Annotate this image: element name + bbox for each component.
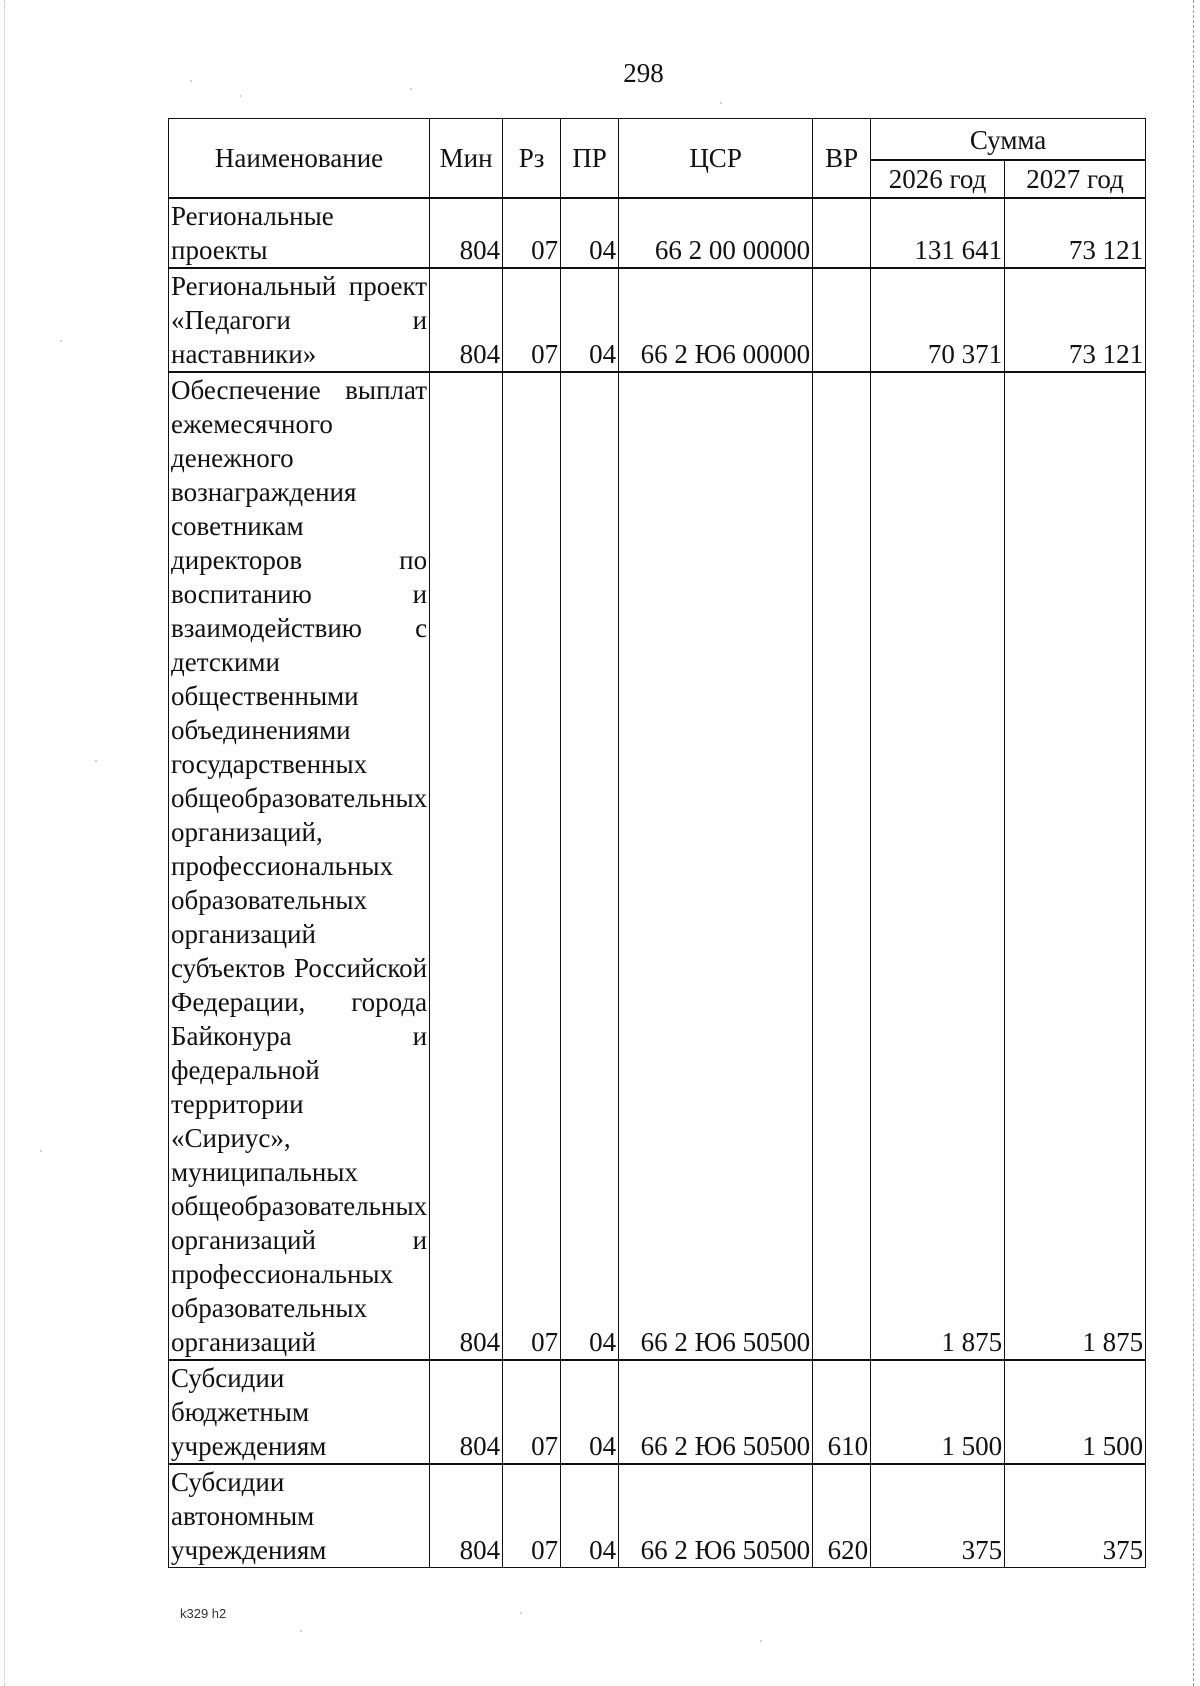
table-row bbox=[169, 372, 1146, 1360]
header-min: Мин bbox=[430, 119, 503, 199]
scan-edge-right bbox=[1193, 0, 1194, 1686]
row-csr: 66 2 00 00000 bbox=[619, 198, 813, 268]
row-amount-2026: 131 641 bbox=[871, 198, 1005, 268]
row-min: 804 bbox=[430, 1464, 503, 1568]
table-row bbox=[169, 268, 1146, 372]
scan-speckle bbox=[95, 760, 97, 762]
row-csr: 66 2 Ю6 50500 bbox=[619, 1360, 813, 1464]
row-amount-2027: 73 121 bbox=[1005, 198, 1146, 268]
table-body bbox=[169, 198, 1146, 1568]
header-sum: Сумма bbox=[871, 119, 1146, 161]
row-vr: 610 bbox=[813, 1360, 871, 1464]
row-name: Субсидии автономным учреждениям bbox=[169, 1464, 430, 1568]
scan-speckle bbox=[40, 1150, 42, 1152]
table-row bbox=[169, 1360, 1146, 1464]
scan-speckle bbox=[190, 80, 192, 82]
row-amount-2026: 70 371 bbox=[871, 268, 1005, 372]
footer-code: k329 h2 bbox=[180, 1606, 227, 1621]
row-min: 804 bbox=[430, 372, 503, 1360]
header-year-2026: 2026 год bbox=[871, 160, 1005, 198]
row-name: Обеспечение выплат ежемесячного денежного вознаграждения советникам директоров по воспитанию и взаимодействию с детскими общественными объединениями государственных общеобразовательных организаций, профессиональных образовательных организаций субъектов Российской Федерации, города Байконура и федеральной территории «Сириус», муниципальных общеобразовательных организаций и профессиональных образовательных организаций bbox=[169, 372, 430, 1360]
table-row bbox=[169, 1464, 1146, 1568]
scan-speckle bbox=[60, 340, 62, 342]
row-amount-2026: 1 875 bbox=[871, 372, 1005, 1360]
row-vr bbox=[813, 198, 871, 268]
table-row bbox=[169, 198, 1146, 268]
row-rz: 07 bbox=[503, 1464, 561, 1568]
header-pr: ПР bbox=[561, 119, 619, 199]
row-vr bbox=[813, 268, 871, 372]
row-rz: 07 bbox=[503, 268, 561, 372]
row-name: Региональные проекты bbox=[169, 198, 430, 268]
row-amount-2027: 375 bbox=[1005, 1464, 1146, 1568]
row-csr: 66 2 Ю6 50500 bbox=[619, 372, 813, 1360]
row-min: 804 bbox=[430, 1360, 503, 1464]
header-vr: ВР bbox=[813, 119, 871, 199]
scan-speckle bbox=[520, 1612, 522, 1614]
row-vr bbox=[813, 372, 871, 1360]
row-pr: 04 bbox=[561, 1464, 619, 1568]
row-name: Субсидии бюджетным учреждениям bbox=[169, 1360, 430, 1464]
scan-speckle bbox=[760, 1640, 762, 1642]
row-rz: 07 bbox=[503, 1360, 561, 1464]
header-year-2027: 2027 год bbox=[1005, 160, 1146, 198]
scan-edge-left bbox=[4, 0, 5, 1686]
row-amount-2027: 73 121 bbox=[1005, 268, 1146, 372]
row-pr: 04 bbox=[561, 1360, 619, 1464]
scan-speckle bbox=[410, 88, 412, 90]
row-min: 804 bbox=[430, 268, 503, 372]
row-pr: 04 bbox=[561, 372, 619, 1360]
row-csr: 66 2 Ю6 50500 bbox=[619, 1464, 813, 1568]
header-name: Наименование bbox=[169, 119, 430, 199]
row-rz: 07 bbox=[503, 372, 561, 1360]
row-amount-2027: 1 500 bbox=[1005, 1360, 1146, 1464]
page-number: 298 bbox=[623, 58, 664, 88]
row-min: 804 bbox=[430, 198, 503, 268]
scan-speckle bbox=[720, 102, 722, 104]
row-amount-2026: 375 bbox=[871, 1464, 1005, 1568]
row-rz: 07 bbox=[503, 198, 561, 268]
row-pr: 04 bbox=[561, 198, 619, 268]
header-csr: ЦСР bbox=[619, 119, 813, 199]
row-csr: 66 2 Ю6 00000 bbox=[619, 268, 813, 372]
table-header bbox=[169, 119, 1146, 199]
row-vr: 620 bbox=[813, 1464, 871, 1568]
row-amount-2026: 1 500 bbox=[871, 1360, 1005, 1464]
scan-speckle bbox=[240, 95, 242, 97]
scan-speckle bbox=[300, 1630, 302, 1632]
header-rz: Рз bbox=[503, 119, 561, 199]
budget-table bbox=[168, 118, 1146, 1568]
row-amount-2027: 1 875 bbox=[1005, 372, 1146, 1360]
row-pr: 04 bbox=[561, 268, 619, 372]
row-name: Региональный проект «Педагоги и наставники» bbox=[169, 268, 430, 372]
